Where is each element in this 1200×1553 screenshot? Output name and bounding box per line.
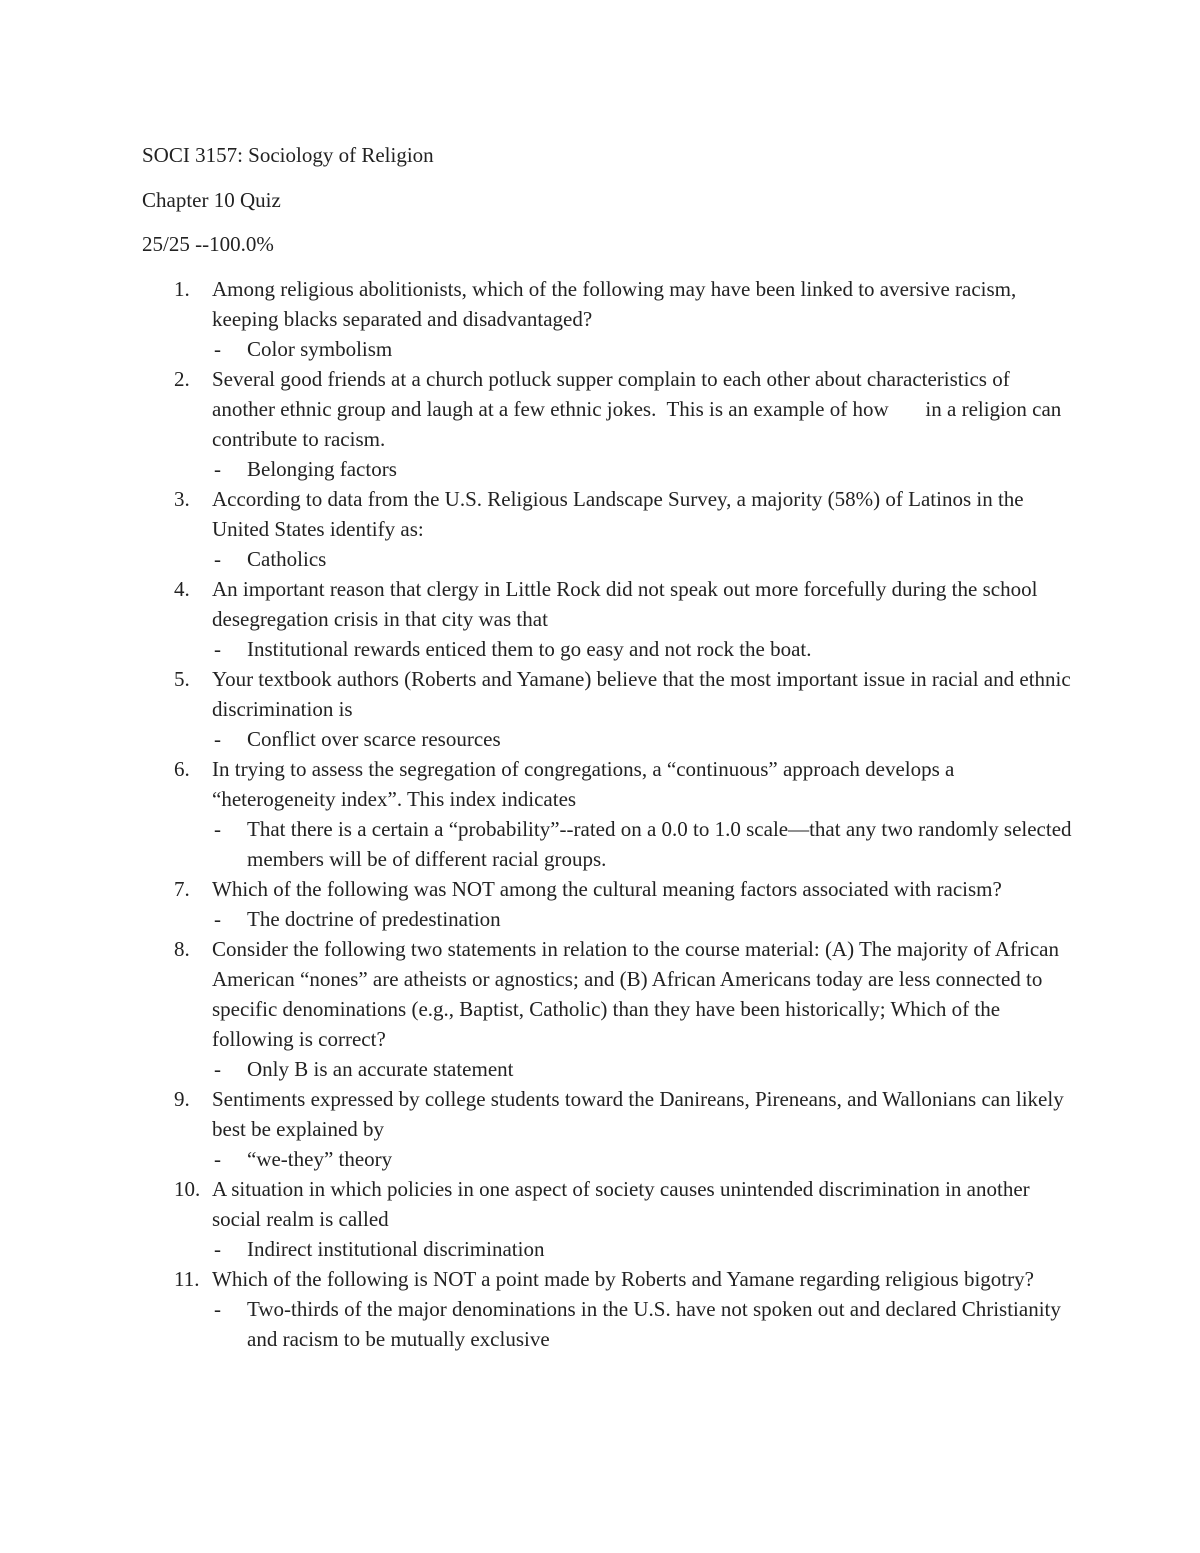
answer-dash: -	[214, 456, 221, 481]
question-number: 7.	[174, 876, 190, 901]
course-title: SOCI 3157: Sociology of Religion	[142, 143, 434, 167]
answer-text: Conflict over scarce resources	[247, 726, 501, 751]
answer	[212, 1234, 1072, 1264]
question-text: Sentiments expressed by college students toward the Danireans, Pireneans, and Wallonians can likely best be explained by	[212, 1086, 1064, 1141]
question-item	[142, 934, 1072, 1084]
question-text: In trying to assess the segregation of congregations, a “continuous” approach develops a “heterogeneity index”. This index indicates	[212, 756, 955, 811]
question-text: A situation in which policies in one aspect of society causes unintended discrimination in another social realm is called	[212, 1176, 1030, 1231]
answer	[212, 1144, 1072, 1174]
answer	[212, 724, 1072, 754]
answer	[212, 544, 1072, 574]
question-number: 11.	[174, 1266, 200, 1291]
question-number: 8.	[174, 936, 190, 961]
answer-dash: -	[214, 636, 221, 661]
question-item	[142, 1174, 1072, 1264]
answer-text: Only B is an accurate statement	[247, 1056, 514, 1081]
question-text: Which of the following is NOT a point made by Roberts and Yamane regarding religious bigotry?	[212, 1266, 1034, 1291]
question-item	[142, 574, 1072, 664]
question-text: Several good friends at a church potluck supper complain to each other about characteristics of another ethnic group and laugh at a few ethnic jokes. This is an example of how in a religion can contribute to racism.	[212, 366, 1067, 451]
answer-text: That there is a certain a “probability”--rated on a 0.0 to 1.0 scale—that any two randomly selected members will be of different racial groups.	[247, 816, 1072, 871]
answer-text: Two-thirds of the major denominations in the U.S. have not spoken out and declared Christianity and racism to be mutually exclusive	[247, 1296, 1061, 1351]
answer-dash: -	[214, 546, 221, 571]
answer-text: The doctrine of predestination	[247, 906, 501, 931]
question-list	[142, 274, 1072, 1354]
question-number: 9.	[174, 1086, 190, 1111]
answer	[212, 904, 1072, 934]
answer-dash: -	[214, 906, 221, 931]
quiz-title: Chapter 10 Quiz	[142, 187, 281, 212]
question-item	[142, 1084, 1072, 1174]
answer-dash: -	[214, 1056, 221, 1081]
answer-dash: -	[214, 1236, 221, 1261]
answer-text: Catholics	[247, 546, 327, 571]
question-text: An important reason that clergy in Little Rock did not speak out more forcefully during the school desegregation crisis in that city was that	[212, 576, 1038, 631]
question-item	[142, 484, 1072, 574]
question-item	[142, 1264, 1072, 1354]
answer-dash: -	[214, 336, 221, 361]
answer	[212, 1294, 1072, 1354]
question-number: 2.	[174, 366, 190, 391]
question-number: 3.	[174, 486, 190, 511]
answer-dash: -	[214, 816, 221, 841]
question-number: 10.	[174, 1176, 201, 1201]
answer	[212, 1054, 1072, 1084]
question-item	[142, 874, 1072, 934]
question-number: 1.	[174, 276, 190, 301]
question-text: Which of the following was NOT among the cultural meaning factors associated with racism?	[212, 876, 1002, 901]
question-text: According to data from the U.S. Religious Landscape Survey, a majority (58%) of Latinos in the United States identify as:	[212, 486, 1024, 541]
question-text: Consider the following two statements in relation to the course material: (A) The majority of African American “nones” are atheists or agnostics; and (B) African Americans today are less connected to specific denominations (e.g., Baptist, Catholic) than they have been historically; Which of the following is correct?	[212, 936, 1059, 1051]
question-text: Among religious abolitionists, which of the following may have been linked to aversive racism, keeping blacks separated and disadvantaged?	[212, 276, 1017, 331]
question-number: 5.	[174, 666, 190, 691]
answer-text: Indirect institutional discrimination	[247, 1236, 545, 1261]
question-number: 4.	[174, 576, 190, 601]
question-item	[142, 364, 1072, 484]
answer-dash: -	[214, 1296, 221, 1321]
answer	[212, 454, 1072, 484]
question-item	[142, 754, 1072, 874]
question-number: 6.	[174, 756, 190, 781]
document-page	[142, 140, 1072, 1354]
question-text: Your textbook authors (Roberts and Yamane) believe that the most important issue in racial and ethnic discrimination is	[212, 666, 1071, 721]
answer-text: “we-they” theory	[247, 1146, 393, 1171]
answer-text: Color symbolism	[247, 336, 393, 361]
answer-text: Belonging factors	[247, 456, 397, 481]
question-item	[142, 274, 1072, 364]
answer-text: Institutional rewards enticed them to go easy and not rock the boat.	[247, 636, 812, 661]
question-item	[142, 664, 1072, 754]
answer-dash: -	[214, 726, 221, 751]
answer-dash: -	[214, 1146, 221, 1171]
quiz-score: 25/25 --100.0%	[142, 232, 274, 256]
answer	[212, 334, 1072, 364]
answer	[212, 814, 1072, 874]
answer	[212, 634, 1072, 664]
